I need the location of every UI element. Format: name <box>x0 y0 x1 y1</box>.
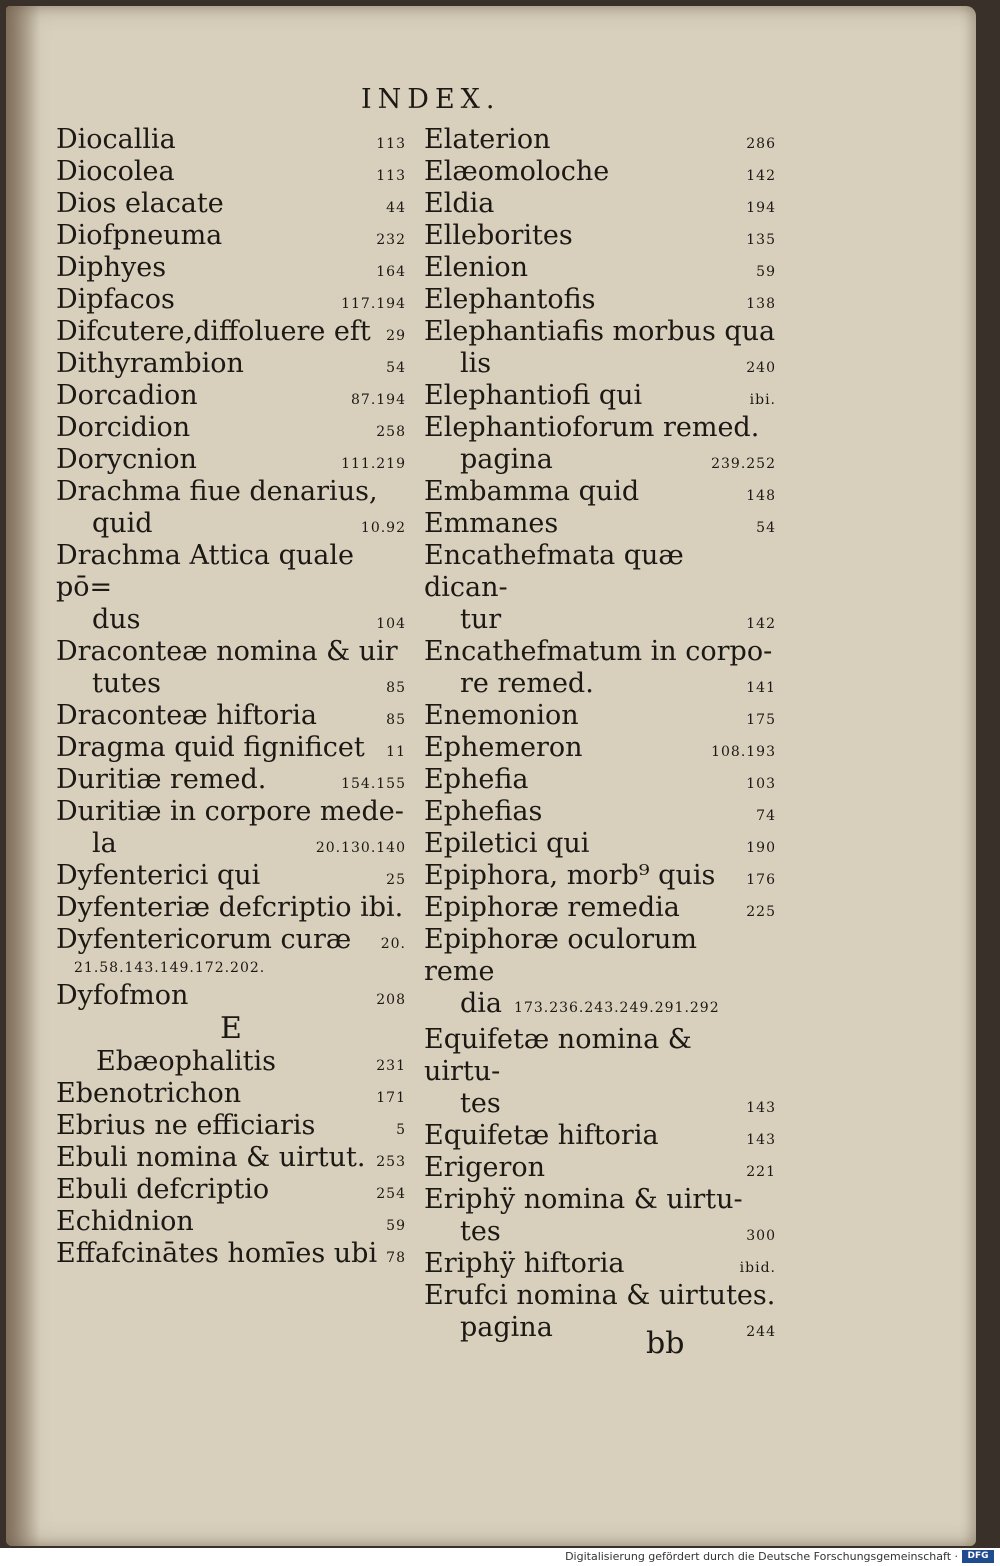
index-entry <box>56 412 406 444</box>
index-entry <box>56 1078 406 1110</box>
index-entry <box>424 188 776 220</box>
entry-term-continuation: tes <box>460 1216 501 1247</box>
entry-term: Ebuli nomina & uirtut. <box>56 1142 366 1173</box>
entry-pages: 29 <box>386 328 406 344</box>
index-entry <box>56 1142 406 1174</box>
entry-pages: 85 <box>386 680 406 696</box>
index-entry <box>56 284 406 316</box>
index-entry <box>424 796 776 828</box>
entry-term: Elephantiofi qui <box>424 380 643 411</box>
entry-term: Equifetæ nomina & uirtu- <box>424 1024 692 1087</box>
entry-term: Equifetæ hiftoria <box>424 1120 659 1151</box>
entry-term: Elleborites <box>424 220 573 251</box>
entry-term: Difcutere,diffoluere eft <box>56 316 371 347</box>
entry-term: Ephefia <box>424 764 529 795</box>
entry-term: Diocolea <box>56 156 175 187</box>
index-entry <box>424 476 776 508</box>
index-entry <box>424 220 776 252</box>
entry-pages: 143 <box>746 1100 776 1116</box>
entry-term-continuation: la <box>92 828 117 859</box>
index-entry <box>56 1206 406 1238</box>
index-entry <box>424 156 776 188</box>
index-entry <box>424 924 776 1024</box>
index-entry <box>56 316 406 348</box>
entry-pages-continuation: 21.58.143.149.172.202. <box>74 960 266 976</box>
entry-term: Echidnion <box>56 1206 194 1237</box>
entry-pages: 239.252 <box>711 456 776 472</box>
index-entry <box>424 252 776 284</box>
entry-term: Embamma quid <box>424 476 640 507</box>
entry-term: Dithyrambion <box>56 348 244 379</box>
entry-pages: 103 <box>746 776 776 792</box>
index-entry <box>424 124 776 156</box>
index-entry <box>56 796 406 860</box>
index-entry <box>56 892 406 924</box>
entry-term: Elæomoloche <box>424 156 610 187</box>
index-entry <box>56 124 406 156</box>
entry-term: Eriphÿ hiftoria <box>424 1248 625 1279</box>
entry-pages: 135 <box>746 232 776 248</box>
entry-term: Epiphora, morb⁹ quis <box>424 860 716 891</box>
entry-term: Dios elacate <box>56 188 224 219</box>
entry-term: Dorcadion <box>56 380 198 411</box>
index-list-e-continued <box>424 124 776 1344</box>
entry-term: Eldia <box>424 188 495 219</box>
entry-term: Emmanes <box>424 508 559 539</box>
index-entry <box>424 380 776 412</box>
entry-pages: 20.130.140 <box>315 840 406 856</box>
book-page <box>6 6 976 1546</box>
entry-term-continuation: tutes <box>92 668 161 699</box>
signature-mark: bb <box>646 1326 685 1361</box>
entry-pages: 171 <box>376 1090 406 1106</box>
entry-pages: 11 <box>386 744 406 760</box>
entry-pages: ibi. <box>749 392 776 408</box>
entry-term: Dorcidion <box>56 412 191 443</box>
entry-pages: 20. <box>380 936 406 952</box>
entry-pages: ibid. <box>739 1260 776 1276</box>
index-entry <box>56 252 406 284</box>
index-entry <box>56 1110 406 1142</box>
entry-pages: 85 <box>386 712 406 728</box>
entry-pages: 142 <box>746 616 776 632</box>
entry-pages: 138 <box>746 296 776 312</box>
entry-term: Duritiæ remed. <box>56 764 267 795</box>
index-entry <box>56 860 406 892</box>
index-entry <box>424 1024 776 1120</box>
entry-term: Elephantiafis morbus qua <box>424 316 776 347</box>
entry-term: Epiphoræ oculorum reme <box>424 924 697 987</box>
entry-term: Epiletici qui <box>424 828 590 859</box>
entry-term: Dorycnion <box>56 444 197 475</box>
entry-term: Ephemeron <box>424 732 583 763</box>
entry-term: Dyfenteriæ defcriptio ibi. <box>56 892 404 923</box>
entry-pages: 78 <box>386 1250 406 1266</box>
entry-term: Erufci nomina & uirtutes. <box>424 1280 776 1311</box>
entry-pages: 142 <box>746 168 776 184</box>
entry-pages: 113 <box>376 168 406 184</box>
entry-term-continuation: re remed. <box>460 668 594 699</box>
entry-term-continuation: quid <box>92 508 153 539</box>
entry-pages: 175 <box>746 712 776 728</box>
entry-term: Ebenotrichon <box>56 1078 242 1109</box>
index-entry <box>424 316 776 380</box>
entry-pages: 87.194 <box>351 392 406 408</box>
entry-term: Ebuli defcriptio <box>56 1174 270 1205</box>
entry-pages: 104 <box>376 616 406 632</box>
index-entry <box>424 892 776 924</box>
index-entry <box>424 828 776 860</box>
entry-pages: 54 <box>756 520 776 536</box>
entry-term: Eriphÿ nomina & uirtu- <box>424 1184 743 1215</box>
entry-pages: 208 <box>376 992 406 1008</box>
index-entry <box>56 700 406 732</box>
entry-term-continuation: pagina <box>460 1312 553 1343</box>
entry-pages: 164 <box>376 264 406 280</box>
entry-term: Dragma quid fignificet <box>56 732 365 763</box>
entry-term: Diphyes <box>56 252 167 283</box>
entry-pages: 154.155 <box>341 776 406 792</box>
index-column-right <box>424 124 776 1344</box>
entry-pages: 173.236.243.249.291.292 <box>514 1000 720 1016</box>
entry-pages: 111.219 <box>341 456 406 472</box>
entry-pages: 253 <box>376 1154 406 1170</box>
index-list-e <box>56 1046 406 1270</box>
index-entry <box>424 1152 776 1184</box>
entry-term: Dyfofmon <box>56 980 189 1011</box>
entry-term: Diofpneuma <box>56 220 223 251</box>
index-entry <box>56 540 406 636</box>
entry-term: Ephefias <box>424 796 543 827</box>
index-entry <box>56 348 406 380</box>
entry-pages: 25 <box>386 872 406 888</box>
entry-pages: 113 <box>376 136 406 152</box>
index-entry <box>424 1248 776 1280</box>
index-entry <box>56 188 406 220</box>
entry-term-continuation: pagina <box>460 444 553 475</box>
entry-term: Elenion <box>424 252 528 283</box>
entry-term: Dyfenterici qui <box>56 860 261 891</box>
entry-term: Ebrius ne efficiaris <box>56 1110 316 1141</box>
entry-term: Duritiæ in corpore mede- <box>56 796 404 827</box>
index-entry <box>56 476 406 540</box>
entry-pages: 258 <box>376 424 406 440</box>
entry-pages: 54 <box>386 360 406 376</box>
entry-term-continuation: dus <box>92 604 141 635</box>
index-column-left <box>56 124 406 1270</box>
entry-pages: 10.92 <box>360 520 406 536</box>
index-entry <box>424 1184 776 1248</box>
entry-term: Draconteæ nomina & uir <box>56 636 398 667</box>
entry-pages: 286 <box>746 136 776 152</box>
index-entry <box>424 508 776 540</box>
entry-pages: 108.193 <box>711 744 776 760</box>
index-entry <box>56 636 406 700</box>
entry-term: Dipfacos <box>56 284 175 315</box>
index-list-d <box>56 124 406 1012</box>
index-entry <box>424 700 776 732</box>
entry-pages: 143 <box>746 1132 776 1148</box>
index-entry <box>424 860 776 892</box>
entry-pages: 44 <box>386 200 406 216</box>
entry-term: Drachma Attica quale pō= <box>56 540 354 603</box>
index-entry <box>56 444 406 476</box>
entry-pages: 148 <box>746 488 776 504</box>
entry-term-continuation: tes <box>460 1088 501 1119</box>
index-entry <box>56 220 406 252</box>
entry-pages: 221 <box>746 1164 776 1180</box>
index-entry <box>424 1120 776 1152</box>
entry-term: Ebæophalitis <box>96 1046 277 1077</box>
index-entry <box>424 732 776 764</box>
entry-pages: 244 <box>746 1324 776 1340</box>
entry-term: Elaterion <box>424 124 551 155</box>
entry-pages: 225 <box>746 904 776 920</box>
entry-term: Erigeron <box>424 1152 546 1183</box>
entry-pages: 59 <box>386 1218 406 1234</box>
entry-pages: 59 <box>756 264 776 280</box>
entry-term: Epiphoræ remedia <box>424 892 680 923</box>
entry-pages: 190 <box>746 840 776 856</box>
letter-heading: E <box>220 1011 242 1046</box>
index-entry <box>56 1046 406 1078</box>
index-entry <box>424 284 776 316</box>
entry-pages: 5 <box>396 1122 406 1138</box>
entry-pages: 254 <box>376 1186 406 1202</box>
entry-term: Encathefmatum in corpo- <box>424 636 773 667</box>
running-head: INDEX. <box>361 84 501 115</box>
entry-pages: 300 <box>746 1228 776 1244</box>
index-entry <box>424 636 776 700</box>
index-entry <box>424 540 776 636</box>
entry-pages: 231 <box>376 1058 406 1074</box>
entry-pages: 74 <box>756 808 776 824</box>
footer-credit: Digitalisierung gefördert durch die Deutsche Forschungsgemeinschaft · <box>565 1550 958 1563</box>
index-entry <box>56 380 406 412</box>
footer-bar <box>0 1548 1000 1566</box>
entry-term: Dyfentericorum curæ <box>56 924 352 955</box>
index-entry <box>56 924 406 980</box>
entry-pages: 141 <box>746 680 776 696</box>
index-entry <box>56 1174 406 1206</box>
entry-pages: 117.194 <box>341 296 406 312</box>
entry-pages: 176 <box>746 872 776 888</box>
index-entry <box>56 980 406 1012</box>
index-entry <box>56 764 406 796</box>
entry-term-continuation: tur <box>460 604 502 635</box>
index-entry <box>56 732 406 764</box>
index-entry <box>424 1280 776 1344</box>
entry-term: Effafcinātes homīes ubi <box>56 1238 378 1269</box>
entry-term: Encathefmata quæ dican- <box>424 540 684 603</box>
entry-term-continuation: dia 173.236.243.249.291.292 <box>460 988 720 1019</box>
entry-pages: 232 <box>376 232 406 248</box>
entry-term: Elephantioforum remed. <box>424 412 760 443</box>
index-entry <box>424 412 776 476</box>
entry-pages: 240 <box>746 360 776 376</box>
entry-term: Elephantofis <box>424 284 596 315</box>
entry-term: Drachma fiue denarius, <box>56 476 378 507</box>
index-entry <box>424 764 776 796</box>
index-entry <box>56 1238 406 1270</box>
entry-pages: 194 <box>746 200 776 216</box>
entry-term: Enemonion <box>424 700 579 731</box>
entry-term-continuation: lis <box>460 348 492 379</box>
dfg-logo: DFG <box>962 1550 994 1563</box>
index-entry <box>56 156 406 188</box>
entry-term: Draconteæ hiftoria <box>56 700 317 731</box>
entry-term: Diocallia <box>56 124 176 155</box>
